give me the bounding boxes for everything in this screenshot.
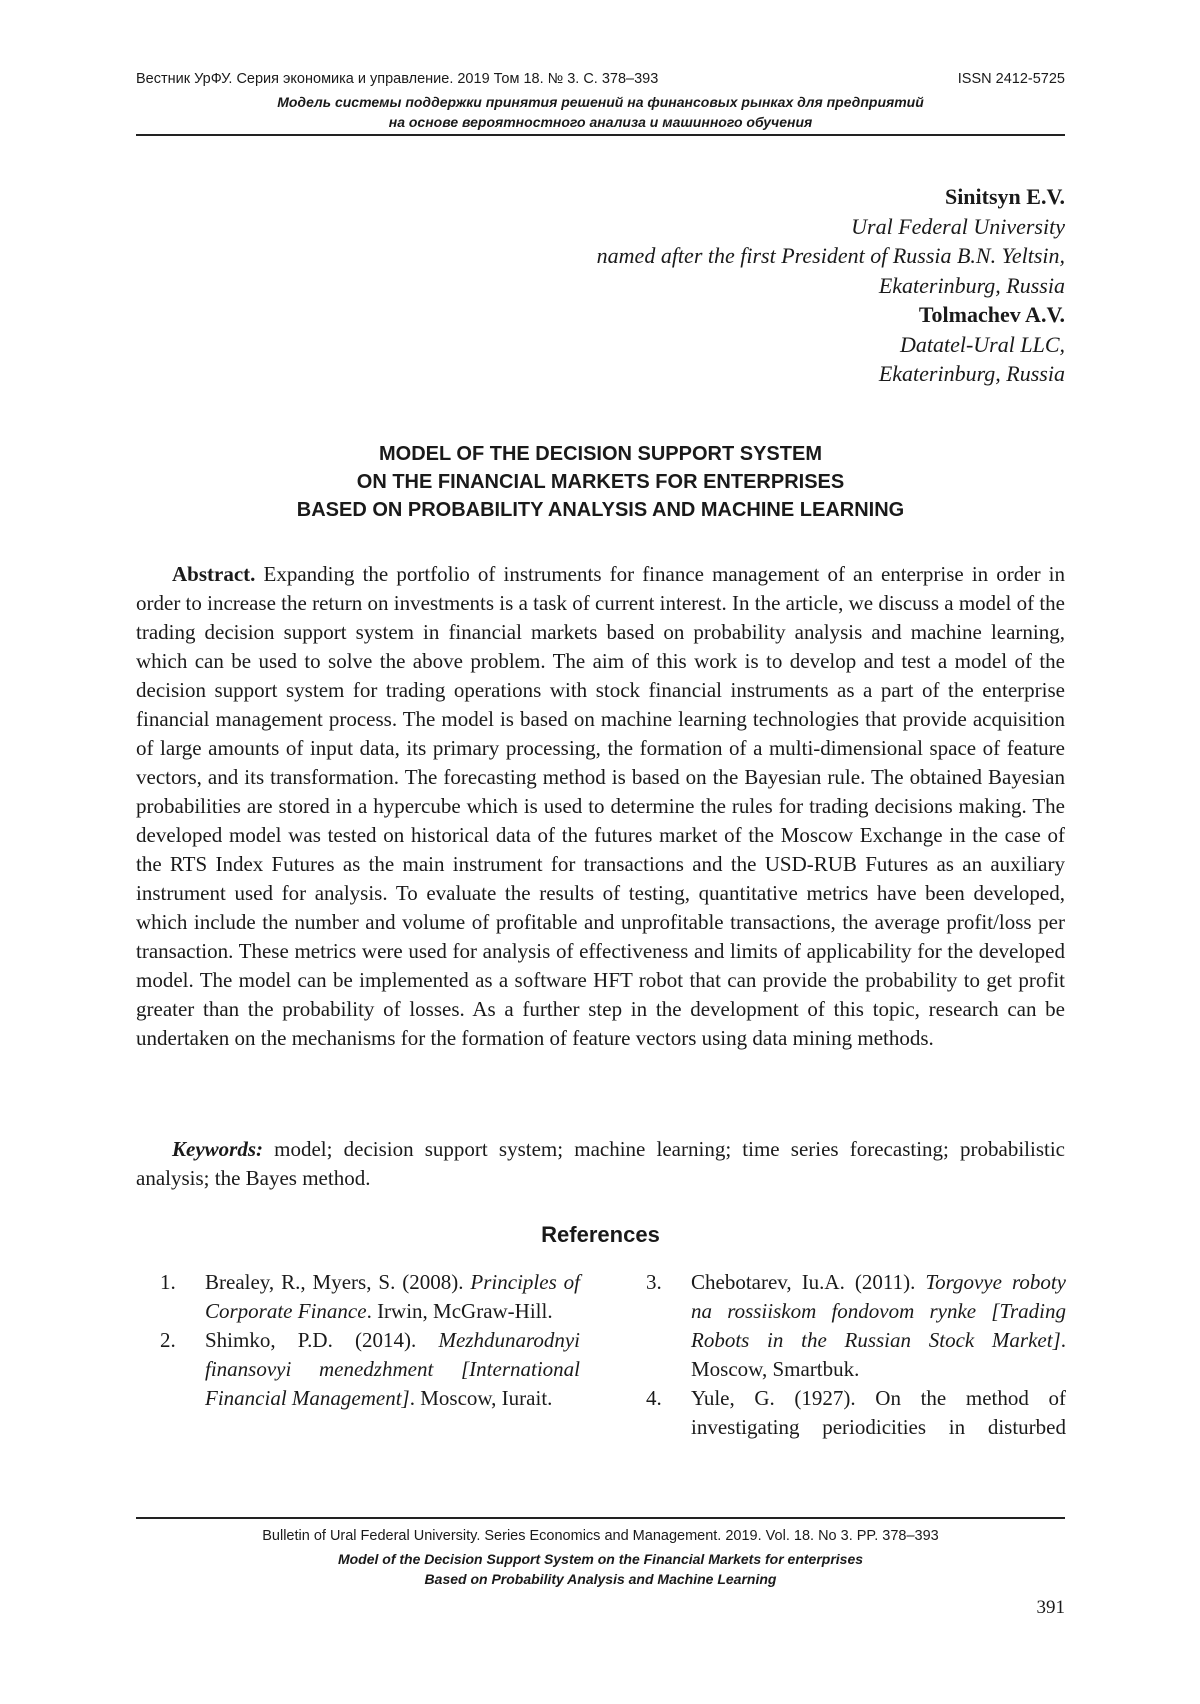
footer-subtitle xyxy=(136,1549,1065,1589)
author-affiliation: Ekaterinburg, Russia xyxy=(878,361,1065,386)
title-line: ON THE FINANCIAL MARKETS FOR ENTERPRISES xyxy=(356,471,845,493)
authors-block xyxy=(597,182,1065,389)
header-divider xyxy=(136,134,1065,136)
reference-item xyxy=(160,1326,580,1413)
reference-publisher: . Moscow, Iurait. xyxy=(409,1386,553,1410)
reference-item xyxy=(646,1384,1066,1442)
author-name: Tolmachev A.V. xyxy=(918,302,1065,327)
footer-journal-citation: Bulletin of Ural Federal University. Series Economics and Management. 2019. Vol. 18. No 3. PP. 378–393 xyxy=(262,1528,939,1544)
reference-number: 1. xyxy=(160,1270,176,1294)
references-column-left xyxy=(160,1268,580,1413)
reference-item xyxy=(160,1268,580,1326)
abstract-text: Expanding the portfolio of instruments for finance management of an enterprise in order in order to increase the return on investments is a task of current interest. In the article, we discuss a model of the trading decision support system in financial markets based on probability analysis and machine learning, which can be used to solve the above problem. The aim of this work is to develop and test a model of the decision support system for trading operations with stock financial instruments as a part of the enterprise financial management process. The model is based on machine learning technologies that provide acquisition of large amounts of input data, its primary processing, the formation of a multi-dimensional space of feature vectors, and its transformation. The forecasting method is based on the Bayesian rule. The obtained Bayesian probabilities are stored in a hypercube which is used to determine the rules for trading decisions making. The developed model was tested on historical data of the futures market of the Moscow Exchange in the case of the RTS Index Futures as the main instrument for transactions and the USD-RUB Futures as an auxiliary instrument used for analysis. To evaluate the results of testing, quantitative metrics have been developed, which include the number and volume of profitable and unprofitable transactions, the average profit/loss per transaction. These metrics were used for analysis of effectiveness and limits of applicability for the developed model. The model can be implemented as a software HFT robot that can provide the probability to get profit greater than the probability of losses. As a further step in the development of this topic, research can be undertaken on the mechanisms for the formation of feature vectors using data mining methods. xyxy=(136,562,1066,1050)
abstract xyxy=(136,560,1065,1053)
issn: ISSN 2412-5725 xyxy=(957,71,1065,87)
footer-subtitle-line: Model of the Decision Support System on the Financial Markets for enterprises xyxy=(337,1551,864,1567)
reference-authors: Chebotarev, Iu.A. (2011). xyxy=(691,1270,926,1294)
paper-title xyxy=(136,440,1065,524)
reference-title: Principles of Corporate Finance xyxy=(205,1270,581,1323)
reference-number: 4. xyxy=(646,1386,662,1410)
header-subtitle-line: Модель системы поддержки принятия решений на финансовых рынках для предприятий xyxy=(277,94,924,110)
reference-title: Mezhdunarodnyi finansovyi menedzhment [International Financial Management] xyxy=(205,1328,580,1410)
keywords-label: Keywords: xyxy=(172,1137,263,1161)
reference-authors: Brealey, R., Myers, S. (2008). xyxy=(205,1270,471,1294)
page-number: 391 xyxy=(1036,1597,1065,1618)
references-column-right xyxy=(646,1268,1066,1442)
title-line: BASED ON PROBABILITY ANALYSIS AND MACHINE LEARNING xyxy=(296,499,905,521)
reference-title: Torgovye roboty na rossiiskom fondovom rynke [Trading Robots in the Russian Stock Market] xyxy=(691,1270,1066,1352)
journal-citation: Вестник УрФУ. Серия экономика и управление. 2019 Том 18. № 3. С. 378–393 xyxy=(136,71,659,87)
header-subtitle-line: на основе вероятностного анализа и машинного обучения xyxy=(388,114,813,130)
reference-number: 3. xyxy=(646,1270,662,1294)
reference-number: 2. xyxy=(160,1328,176,1352)
references-heading: References xyxy=(541,1222,660,1247)
keywords-text: model; decision support system; machine learning; time series forecasting; probabilistic analysis; the Bayes method. xyxy=(136,1137,1065,1190)
running-header-subtitle xyxy=(136,92,1065,132)
reference-publisher: . Irwin, McGraw-Hill. xyxy=(366,1299,553,1323)
reference-authors: Shimko, P.D. (2014). xyxy=(205,1328,439,1352)
author-affiliation: Datatel-Ural LLC, xyxy=(899,331,1065,357)
reference-item xyxy=(646,1268,1066,1384)
abstract-label: Abstract. xyxy=(172,562,256,586)
reference-publisher: . Moscow, Smartbuk. xyxy=(691,1328,1066,1381)
title-line: MODEL OF THE DECISION SUPPORT SYSTEM xyxy=(378,443,822,465)
author-affiliation: named after the first President of Russia B.N. Yeltsin, xyxy=(596,243,1065,268)
footer-divider xyxy=(136,1517,1065,1519)
author-affiliation: Ekaterinburg, Russia xyxy=(878,272,1065,298)
footer-subtitle-line: Based on Probability Analysis and Machine Learning xyxy=(424,1571,777,1587)
reference-authors: Yule, G. (1927). On the method of investigating periodicities in disturbed xyxy=(691,1386,1066,1439)
author-affiliation: Ural Federal University xyxy=(851,213,1065,239)
author-name: Sinitsyn E.V. xyxy=(944,184,1065,209)
keywords xyxy=(136,1135,1065,1193)
